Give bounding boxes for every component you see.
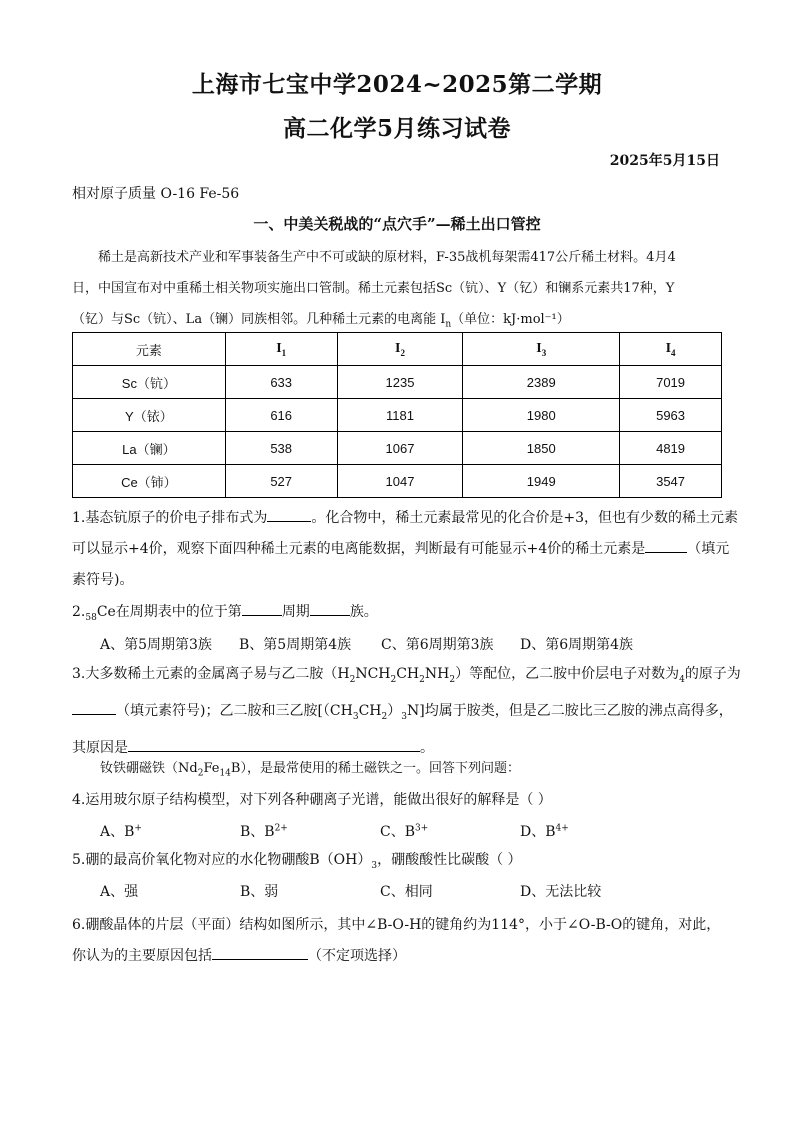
question-4-options	[100, 821, 569, 841]
table-cell: 538	[225, 432, 337, 465]
atomic-mass-note: 相对原子质量 O-16 Fe-56	[72, 186, 240, 202]
question-line: 3.大多数稀土元素的金属离子易与乙二胺$(H_2NCH_2CH_2NH_2)$等配位，乙二胺中价层电子对数为$_4$的原子为	[72, 666, 741, 685]
exam-title-school: 上海市七宝中学2024~2025第二学期	[191, 71, 603, 98]
table-cell: 5963	[620, 399, 722, 432]
table-cell: 4819	[620, 432, 722, 465]
table-cell: 527	[225, 465, 337, 498]
question-line: $2._{58}Ce$在周期表中的位于第 周期 族。	[72, 597, 727, 634]
intro-line-text: （钇）与Sc（钪）、La（镧）同族相邻。几种稀土元素的电离能 I	[72, 312, 446, 327]
table-header-cell: 元素	[73, 333, 226, 366]
option-d[interactable]: D、$B^{4+}$	[520, 823, 569, 840]
table-header-row	[73, 333, 722, 366]
table-cell: 1181	[337, 399, 463, 432]
table-header-cell: $I_4$	[620, 333, 722, 366]
table-row	[73, 366, 722, 399]
question-line: 4.运用玻尔原子结构模型，对下列各种硼离子光谱，能做出很好的解释是（ ）	[72, 792, 552, 808]
question-2	[72, 597, 727, 634]
table-cell: 2389	[463, 366, 620, 399]
question-2-options	[100, 634, 633, 654]
option-a[interactable]: A、第5周期第3族	[100, 637, 212, 653]
table-cell: Ce（铈）	[73, 465, 226, 498]
answer-blank[interactable]	[72, 700, 116, 715]
option-c[interactable]: C、相同	[380, 884, 433, 900]
option-b[interactable]: B、$B^{2+}$	[240, 823, 288, 840]
question-line: （填元素符号)；乙二胺和三乙胺$[(CH_3CH_2)_3N]$均属于胺类，但是乙二胺比三乙胺的沸点高得多，	[72, 696, 727, 733]
table-header-cell: $I_1$	[225, 333, 337, 366]
option-d[interactable]: D、第6周期第4族	[520, 637, 634, 653]
answer-blank[interactable]	[267, 507, 311, 522]
table-cell: 633	[225, 366, 337, 399]
option-c[interactable]: C、第6周期第3族	[381, 637, 494, 653]
table-cell: 1067	[337, 432, 463, 465]
question-line: 素符号)。	[72, 572, 134, 588]
exam-title-subject: 高二化学5月练习试卷	[282, 115, 511, 142]
answer-blank[interactable]	[310, 601, 350, 616]
table-cell: 1235	[337, 366, 463, 399]
section-intro	[72, 242, 724, 341]
table-cell: 1949	[463, 465, 620, 498]
option-b[interactable]: B、弱	[240, 884, 279, 900]
table-cell: 1047	[337, 465, 463, 498]
section-title: 一、中美关税战的“点穴手”—稀土出口管控	[253, 215, 541, 233]
answer-blank[interactable]	[645, 538, 687, 553]
intro-line: 稀土是高新技术产业和军事装备生产中不可或缺的原材料，F-35战机每架需417公斤稀土材料。4月4	[98, 250, 676, 265]
exam-date: 2025年5月15日	[609, 153, 720, 169]
question-1	[72, 503, 738, 596]
table-cell: 3547	[620, 465, 722, 498]
magnet-intro: 钕铁硼磁铁$(Nd_2Fe_{14}B)$，是最常使用的稀土磁铁之一。回答下列问题：	[100, 761, 520, 779]
question-line: 其原因是 。	[72, 733, 727, 764]
ionization-energy-table	[72, 332, 722, 498]
table-cell: Sc（钪）	[73, 366, 226, 399]
option-c[interactable]: C、$B^{3+}$	[380, 823, 429, 840]
answer-blank[interactable]	[242, 601, 282, 616]
intro-line-unit: （单位：kJ·mol⁻¹）	[451, 312, 570, 327]
table-cell: Y（铱）	[73, 399, 226, 432]
question-3	[72, 659, 741, 764]
table-row	[73, 432, 722, 465]
table-cell: 616	[225, 399, 337, 432]
question-line: 6.硼酸晶体的片层（平面）结构如图所示，其中∠B-O-H的键角约为114°，小于∠O-B-O的键角，对此，	[72, 917, 721, 933]
table-header-cell: $I_3$	[463, 333, 620, 366]
table-cell: 1850	[463, 432, 620, 465]
answer-blank[interactable]	[128, 737, 420, 752]
question-6	[72, 910, 727, 972]
question-5	[72, 845, 727, 882]
table-row	[73, 399, 722, 432]
intro-subscript: n	[445, 319, 452, 330]
answer-blank[interactable]	[212, 945, 308, 960]
question-4	[72, 785, 727, 816]
question-line: 可以显示+4价，观察下面四种稀土元素的电离能数据，判断最有可能显示+4价的稀土元素是 （填元	[72, 534, 727, 565]
option-d[interactable]: D、无法比较	[520, 884, 602, 900]
question-line: 你认为的主要原因包括 （不定项选择）	[72, 941, 727, 972]
intro-line: 日，中国宣布对中重稀土相关物项实施出口管制。稀土元素包括Sc（钪）、Y（钇）和镧系元素共17种，Y	[72, 281, 675, 296]
question-5-options	[100, 881, 601, 901]
option-a[interactable]: A、B+	[100, 823, 142, 840]
question-line: 1.基态钪原子的价电子排布式为 。化合物中，稀土元素最常见的化合价是+3，但也有少数的稀土元素	[72, 503, 727, 534]
table-row	[73, 465, 722, 498]
option-b[interactable]: B、第5周期第4族	[239, 637, 352, 653]
question-line: 5.硼的最高价氧化物对应的水化物硼酸$B(OH)_3$，硼酸酸性比碳酸（ ）	[72, 852, 522, 871]
table-cell: 1980	[463, 399, 620, 432]
option-a[interactable]: A、强	[100, 884, 139, 900]
table-cell: 7019	[620, 366, 722, 399]
table-cell: La（镧）	[73, 432, 226, 465]
table-header-cell: $I_2$	[337, 333, 463, 366]
